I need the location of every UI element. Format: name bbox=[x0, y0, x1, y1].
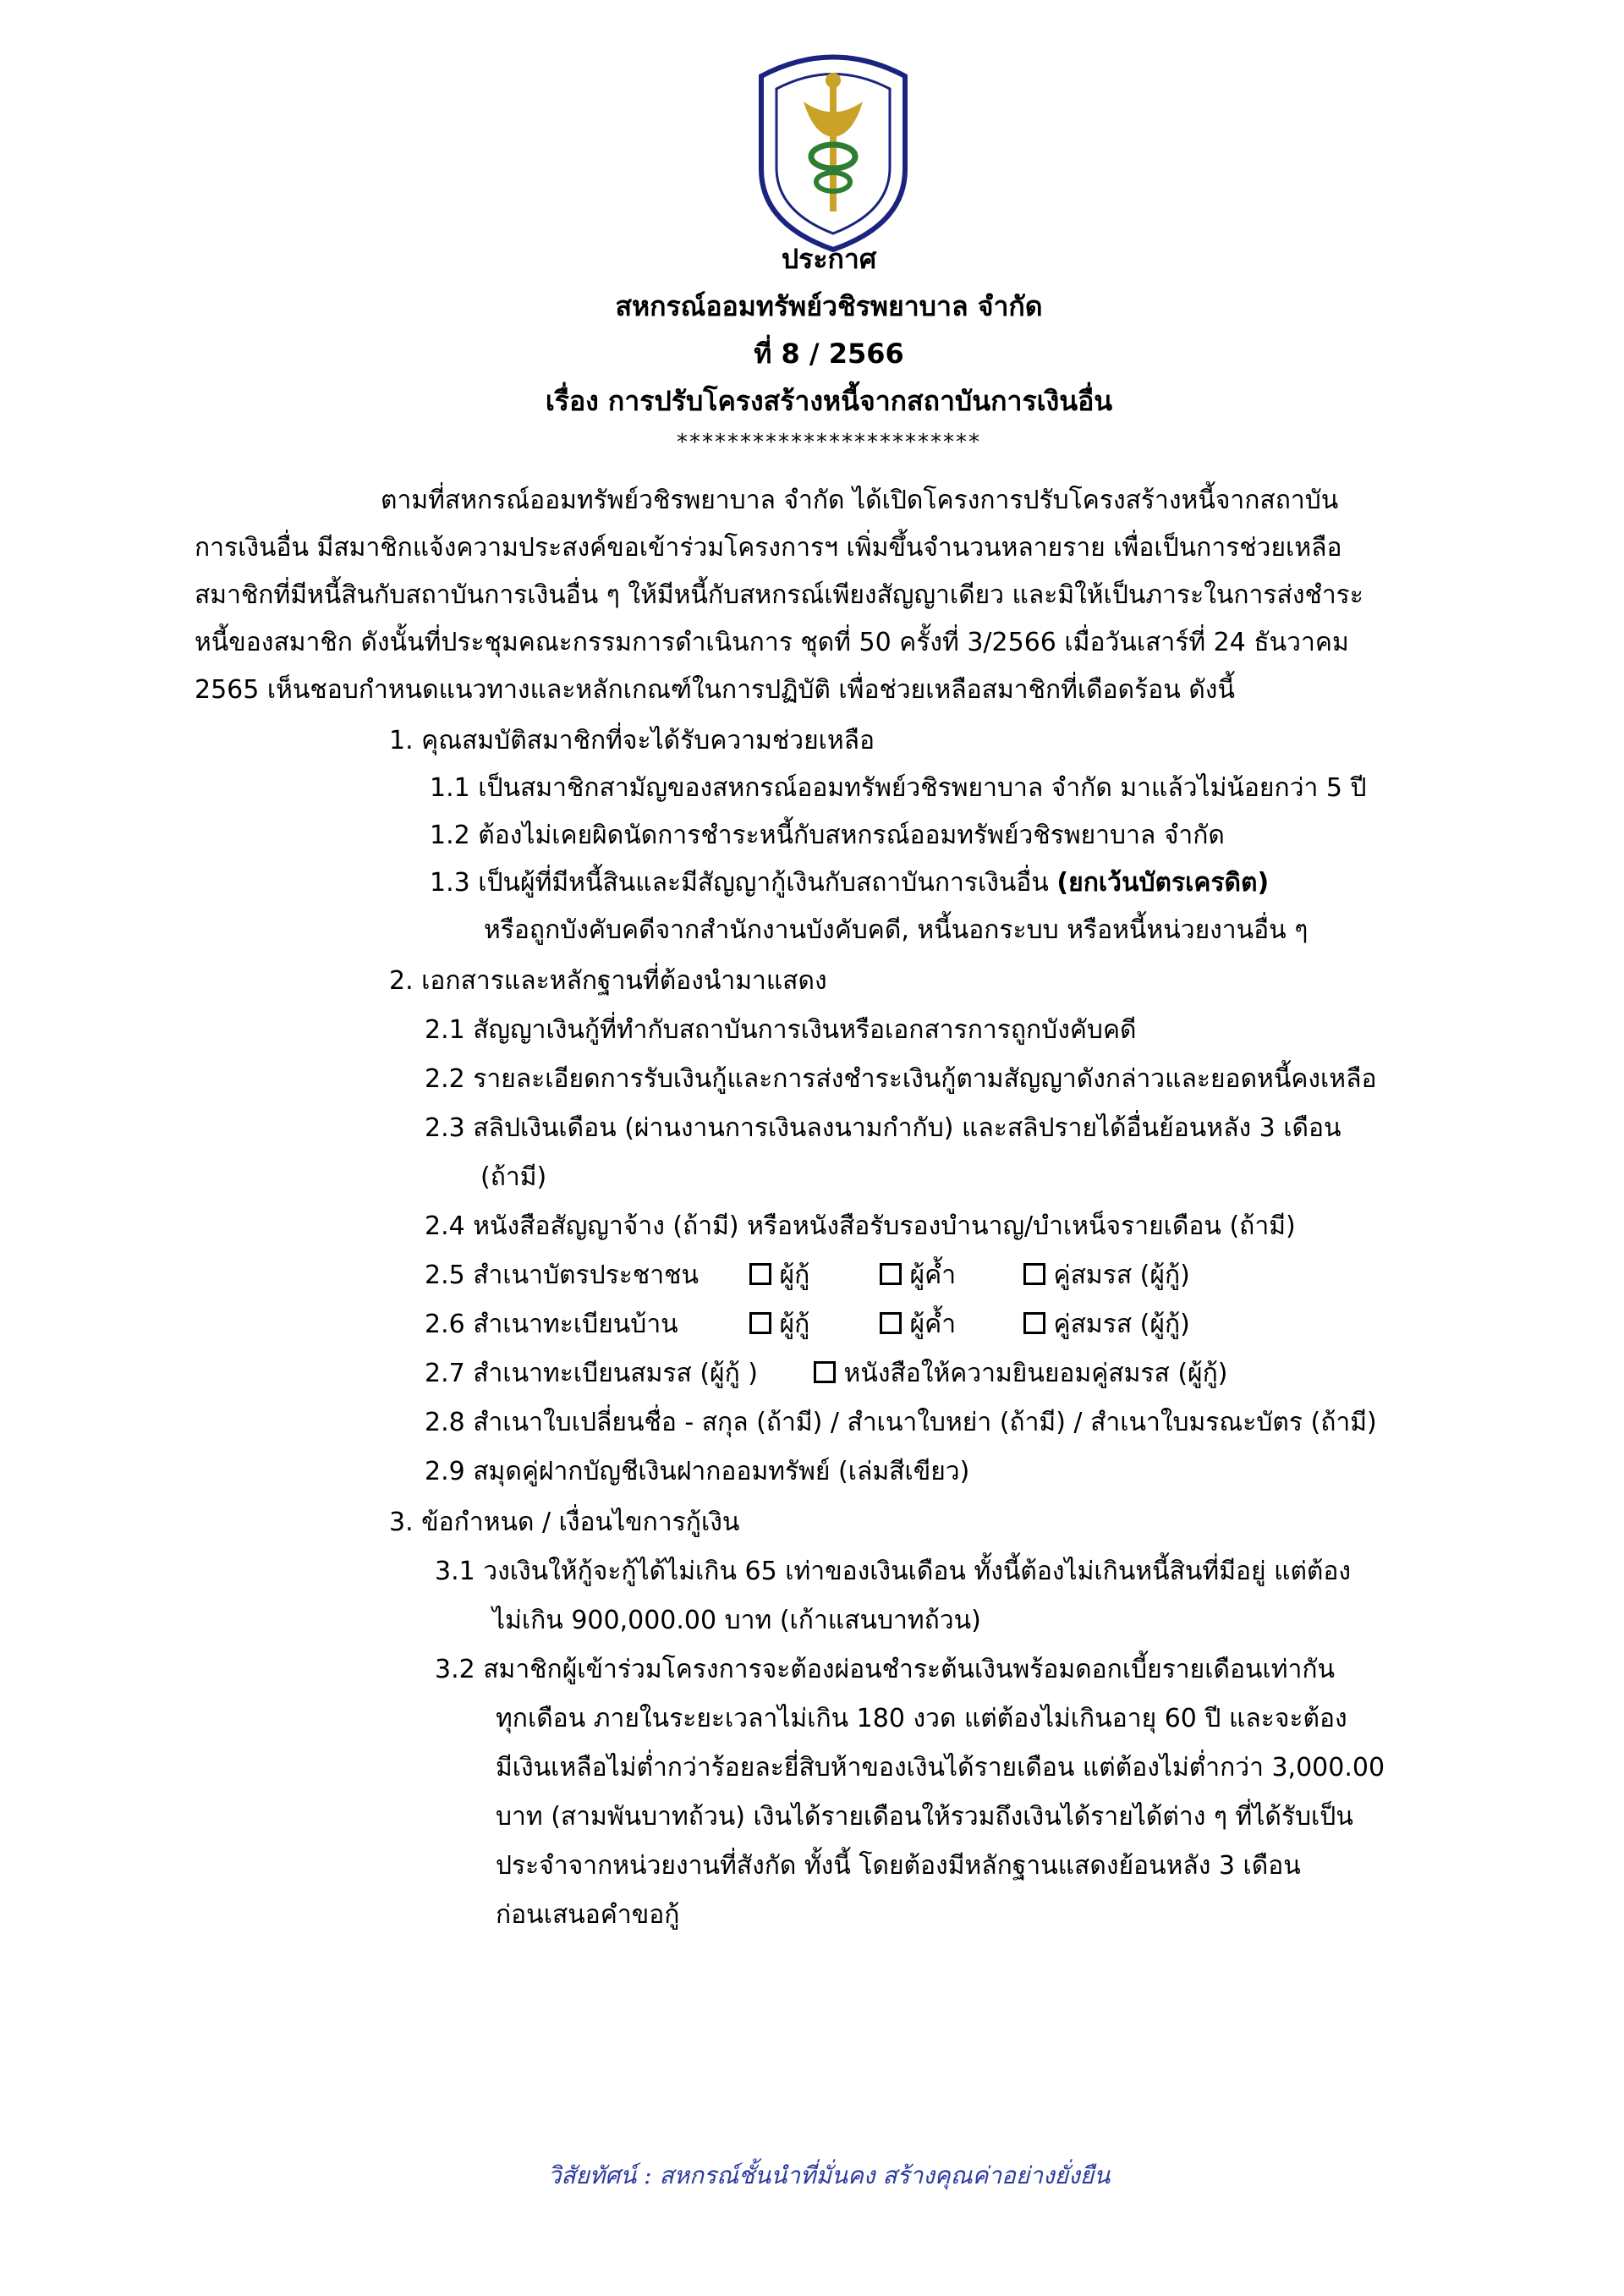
section-2-item-4: 2.4 หนังสือสัญญาจ้าง (ถ้ามี) หรือหนังสือรับรองบำนาญ/บำเหน็จรายเดือน (ถ้ามี) bbox=[425, 1211, 1296, 1241]
intro-line-2: การเงินอื่น มีสมาชิกแจ้งความประสงค์ขอเข้าร่วมโครงการฯ เพิ่มขึ้นจำนวนหลายราย เพื่อเป็นการช่วยเหลือ bbox=[195, 533, 1342, 563]
intro-line-1: ตามที่สหกรณ์ออมทรัพย์วชิรพยาบาล จำกัด ได้เปิดโครงการปรับโครงสร้างหนี้จากสถาบัน bbox=[381, 486, 1339, 515]
id-card-spouse-option[interactable] bbox=[1023, 1259, 1190, 1293]
section-1-item-3 bbox=[430, 866, 1269, 900]
option-label: ผู้กู้ bbox=[779, 1261, 810, 1290]
house-reg-guarantor-option[interactable] bbox=[880, 1308, 956, 1342]
organization-name: สหกรณ์ออมทรัพย์วชิรพยาบาล จำกัด bbox=[615, 290, 1043, 322]
option-label: หนังสือให้ความยินยอมคู่สมรส (ผู้กู้) bbox=[843, 1359, 1228, 1388]
section-3-heading: 3. ข้อกำหนด / เงื่อนไขการกู้เงิน bbox=[389, 1508, 740, 1537]
separator-stars: ************************ bbox=[677, 430, 981, 455]
spouse-consent-option[interactable] bbox=[814, 1357, 1228, 1391]
option-label: คู่สมรส (ผู้กู้) bbox=[1053, 1310, 1190, 1339]
section-1-item-2: 1.2 ต้องไม่เคยผิดนัดการชำระหนี้กับสหกรณ์ออมทรัพย์วชิรพยาบาล จำกัด bbox=[430, 821, 1225, 850]
house-reg-borrower-option[interactable] bbox=[749, 1308, 809, 1342]
checkbox-icon[interactable] bbox=[1023, 1312, 1045, 1334]
section-2-item-6: 2.6 สำเนาทะเบียนบ้าน bbox=[425, 1310, 678, 1339]
section-3-item-1-continued: ไม่เกิน 900,000.00 บาท (เก้าแสนบาทถ้วน) bbox=[492, 1606, 981, 1635]
section-2-item-1: 2.1 สัญญาเงินกู้ที่ทำกับสถาบันการเงินหรือเอกสารการถูกบังคับคดี bbox=[425, 1015, 1137, 1045]
section-3-item-1: 3.1 วงเงินให้กู้จะกู้ได้ไม่เกิน 65 เท่าของเงินเดือน ทั้งนี้ต้องไม่เกินหนี้สินที่มีอยู่ แต่ต้อง bbox=[435, 1557, 1352, 1586]
section-3-item-2-line-5: ประจำจากหน่วยงานที่สังกัด ทั้งนี้ โดยต้องมีหลักฐานแสดงย้อนหลัง 3 เดือน bbox=[496, 1851, 1301, 1881]
section-1-item-3-exception: (ยกเว้นบัตรเครดิต) bbox=[1056, 868, 1270, 898]
vision-footer: วิสัยทัศน์ : สหกรณ์ชั้นนำที่มั่นคง สร้างคุณค่าอย่างยั่งยืน bbox=[547, 2161, 1111, 2189]
announcement-subject: เรื่อง การปรับโครงสร้างหนี้จากสถาบันการเงินอื่น bbox=[545, 385, 1113, 417]
section-1-item-1: 1.1 เป็นสมาชิกสามัญของสหกรณ์ออมทรัพย์วชิรพยาบาล จำกัด มาแล้วไม่น้อยกว่า 5 ปี bbox=[430, 773, 1367, 803]
checkbox-icon[interactable] bbox=[880, 1312, 902, 1334]
intro-line-5: 2565 เห็นชอบกำหนดแนวทางและหลักเกณฑ์ในการปฏิบัติ เพื่อช่วยเหลือสมาชิกที่เดือดร้อน ดังนี้ bbox=[195, 675, 1235, 705]
checkbox-icon[interactable] bbox=[1023, 1263, 1045, 1285]
section-2-item-5: 2.5 สำเนาบัตรประชาชน bbox=[425, 1261, 699, 1290]
option-label: ผู้กู้ bbox=[779, 1310, 810, 1339]
section-2-item-8: 2.8 สำเนาใบเปลี่ยนชื่อ - สกุล (ถ้ามี) / สำเนาใบหย่า (ถ้ามี) / สำเนาใบมรณะบัตร (ถ้ามี) bbox=[425, 1408, 1377, 1437]
cooperative-seal-icon bbox=[744, 42, 922, 254]
section-2-item-2: 2.2 รายละเอียดการรับเงินกู้และการส่งชำระเงินกู้ตามสัญญาดังกล่าวและยอดหนี้คงเหลือ bbox=[425, 1064, 1377, 1094]
house-reg-spouse-option[interactable] bbox=[1023, 1308, 1190, 1342]
section-3-item-2: 3.2 สมาชิกผู้เข้าร่วมโครงการจะต้องผ่อนชำระต้นเงินพร้อมดอกเบี้ยรายเดือนเท่ากัน bbox=[435, 1655, 1336, 1684]
section-1-heading: 1. คุณสมบัติสมาชิกที่จะได้รับความช่วยเหลือ bbox=[389, 726, 875, 755]
section-3-item-2-line-4: บาท (สามพันบาทถ้วน) เงินได้รายเดือนให้รวมถึงเงินได้รายได้ต่าง ๆ ที่ได้รับเป็น bbox=[496, 1802, 1353, 1832]
section-3-item-2-line-3: มีเงินเหลือไม่ต่ำกว่าร้อยละยี่สิบห้าของเงินได้รายเดือน แต่ต้องไม่ต่ำกว่า 3,000.00 bbox=[496, 1753, 1385, 1782]
section-3-item-2-line-2: ทุกเดือน ภายในระยะเวลาไม่เกิน 180 งวด แต่ต้องไม่เกินอายุ 60 ปี และจะต้อง bbox=[496, 1704, 1347, 1733]
section-1-item-3-continued: หรือถูกบังคับคดีจากสำนักงานบังคับคดี, หนี้นอกระบบ หรือหนี้หน่วยงานอื่น ๆ bbox=[484, 915, 1309, 945]
intro-line-3: สมาชิกที่มีหนี้สินกับสถาบันการเงินอื่น ๆ ให้มีหนี้กับสหกรณ์เพียงสัญญาเดียว และมิให้เป็นภาระในการส่งชำระ bbox=[195, 580, 1363, 610]
checkbox-icon[interactable] bbox=[814, 1361, 836, 1383]
announcement-title: ประกาศ bbox=[781, 243, 877, 275]
option-label: ผู้ค้ำ bbox=[909, 1261, 957, 1290]
section-2-item-3: 2.3 สลิปเงินเดือน (ผ่านงานการเงินลงนามกำกับ) และสลิปรายได้อื่นย้อนหลัง 3 เดือน bbox=[425, 1113, 1341, 1143]
id-card-guarantor-option[interactable] bbox=[880, 1259, 956, 1293]
section-1-item-3-text: 1.3 เป็นผู้ที่มีหนี้สินและมีสัญญากู้เงินกับสถาบันการเงินอื่น bbox=[430, 868, 1057, 898]
checkbox-icon[interactable] bbox=[749, 1312, 771, 1334]
option-label: ผู้ค้ำ bbox=[909, 1310, 957, 1339]
announcement-number: ที่ 8 / 2566 bbox=[754, 338, 904, 370]
option-label: คู่สมรส (ผู้กู้) bbox=[1053, 1261, 1190, 1290]
intro-line-4: หนี้ของสมาชิก ดังนั้นที่ประชุมคณะกรรมการดำเนินการ ชุดที่ 50 ครั้งที่ 3/2566 เมื่อวันเสาร์ที่ 24 ธันวาคม bbox=[195, 628, 1349, 657]
section-2-heading: 2. เอกสารและหลักฐานที่ต้องนำมาแสดง bbox=[389, 966, 827, 996]
checkbox-icon[interactable] bbox=[880, 1263, 902, 1285]
id-card-borrower-option[interactable] bbox=[749, 1259, 809, 1293]
section-3-item-2-line-6: ก่อนเสนอคำขอกู้ bbox=[496, 1900, 680, 1930]
section-2-item-9: 2.9 สมุดคู่ฝากบัญชีเงินฝากออมทรัพย์ (เล่มสีเขียว) bbox=[425, 1457, 970, 1486]
section-2-item-3-continued: (ถ้ามี) bbox=[480, 1162, 547, 1192]
section-2-item-7: 2.7 สำเนาทะเบียนสมรส (ผู้กู้ ) bbox=[425, 1359, 759, 1388]
checkbox-icon[interactable] bbox=[749, 1263, 771, 1285]
